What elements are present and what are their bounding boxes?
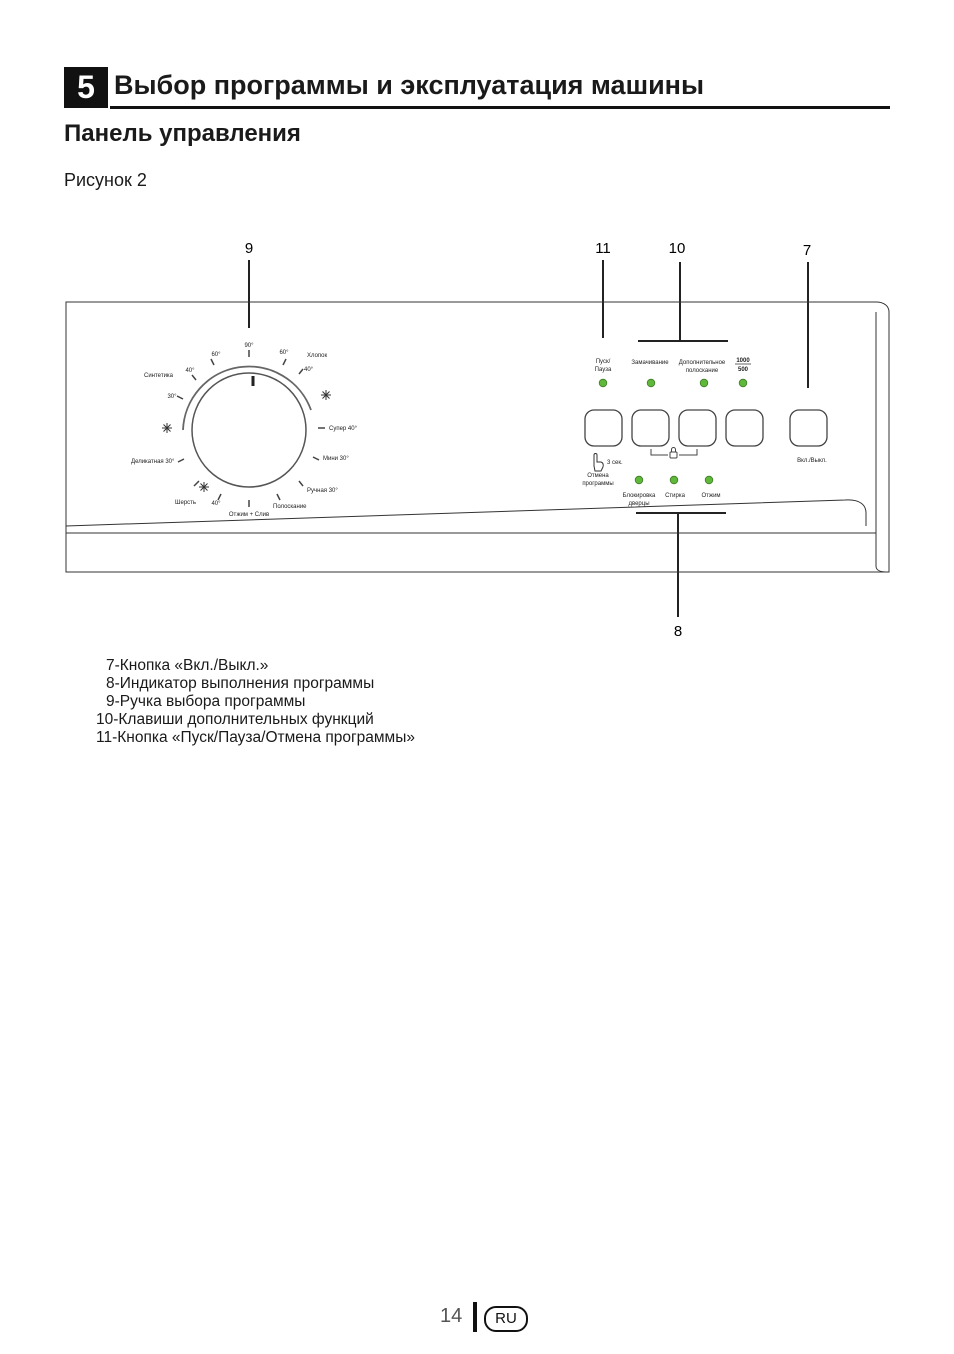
page-number: 14 bbox=[440, 1305, 463, 1327]
led-wash bbox=[670, 476, 678, 484]
hand-press-icon bbox=[594, 454, 603, 472]
subsection-title: Панель управления bbox=[64, 120, 301, 147]
led-extra-rinse bbox=[700, 379, 708, 387]
footer-divider bbox=[473, 1302, 477, 1332]
dial-temp-90: 90° bbox=[244, 343, 254, 349]
power-button[interactable] bbox=[790, 410, 827, 446]
label-door-lock-line2: дверцы bbox=[628, 501, 650, 507]
dial-temp-40-wool: 40° bbox=[211, 501, 221, 507]
dial-super: Супер 40° bbox=[329, 426, 357, 432]
dial-temp-60-left: 60° bbox=[211, 352, 221, 358]
legend-item-8: 8-Индикатор выполнения программы bbox=[106, 675, 375, 692]
label-soak: Замачивание bbox=[631, 360, 669, 366]
callout-9: 9 bbox=[244, 240, 254, 257]
label-wash: Стирка bbox=[665, 493, 685, 499]
dial-hand: Ручная 30° bbox=[307, 488, 338, 494]
callout-7: 7 bbox=[802, 242, 812, 259]
dial-temp-60-right: 60° bbox=[279, 350, 289, 356]
dial-cotton: Хлопок bbox=[307, 353, 328, 359]
section-number: 5 bbox=[64, 67, 108, 108]
snowflake-icon bbox=[162, 423, 172, 433]
legend-item-9: 9-Ручка выбора программы bbox=[106, 693, 306, 710]
section-title: Выбор программы и эксплуатация машины bbox=[114, 70, 705, 100]
label-power: Вкл./Выкл. bbox=[797, 458, 827, 464]
dial-temp-40-synth: 40° bbox=[185, 368, 195, 374]
dial-rinse: Полоскание bbox=[273, 504, 307, 510]
label-start-pause-line1: Пуск/ bbox=[595, 359, 611, 365]
label-extra-rinse-line2: полоскание bbox=[685, 368, 719, 374]
label-extra-rinse-line1: Дополнительное bbox=[678, 360, 726, 366]
label-spin-1000: 1000 bbox=[736, 358, 750, 364]
callout-leaders bbox=[249, 260, 808, 617]
dial-temp-30-synth: 30° bbox=[167, 394, 177, 400]
led-spin-stage bbox=[705, 476, 713, 484]
program-dial[interactable] bbox=[131, 343, 358, 518]
label-spin-stage: Отжим bbox=[701, 493, 721, 499]
legend-item-11: 11-Кнопка «Пуск/Пауза/Отмена программы» bbox=[96, 729, 415, 746]
callout-11: 11 bbox=[595, 240, 611, 257]
figure-label: Рисунок 2 bbox=[64, 170, 147, 190]
dial-spin-drain: Отжим + Слив bbox=[228, 512, 270, 518]
callout-10: 10 bbox=[668, 240, 686, 257]
led-spin bbox=[739, 379, 747, 387]
legend-item-7: 7-Кнопка «Вкл./Выкл.» bbox=[106, 657, 269, 674]
label-start-pause-line2: Пауза bbox=[594, 367, 612, 373]
spin-speed-button[interactable] bbox=[726, 410, 763, 446]
snowflake-icon bbox=[321, 390, 331, 400]
soak-button[interactable] bbox=[632, 410, 669, 446]
label-spin-500: 500 bbox=[737, 367, 749, 373]
dial-synthetics: Синтетика bbox=[144, 373, 174, 379]
label-cancel-line2: программы bbox=[582, 481, 614, 487]
led-start-pause bbox=[599, 379, 607, 387]
label-hold-time: 3 сек. bbox=[607, 460, 623, 466]
snowflake-icon bbox=[199, 482, 209, 492]
dial-wool: Шерсть bbox=[175, 500, 197, 506]
legend-item-10: 10-Клавиши дополнительных функций bbox=[96, 711, 374, 728]
panel-outline bbox=[66, 302, 889, 572]
label-door-lock-line1: Блокировка bbox=[622, 493, 656, 499]
extra-rinse-button[interactable] bbox=[679, 410, 716, 446]
child-lock-bracket bbox=[651, 448, 697, 459]
dial-delicate: Деликатная 30° bbox=[131, 459, 175, 465]
start-pause-button[interactable] bbox=[585, 410, 622, 446]
language-badge: RU bbox=[484, 1306, 528, 1332]
dial-temp-40-cotton: 40° bbox=[304, 367, 314, 373]
dial-mini: Мини 30° bbox=[323, 456, 349, 462]
led-door-lock bbox=[635, 476, 643, 484]
led-soak bbox=[647, 379, 655, 387]
callout-8: 8 bbox=[673, 623, 683, 640]
label-cancel-line1: Отмена bbox=[587, 473, 609, 479]
